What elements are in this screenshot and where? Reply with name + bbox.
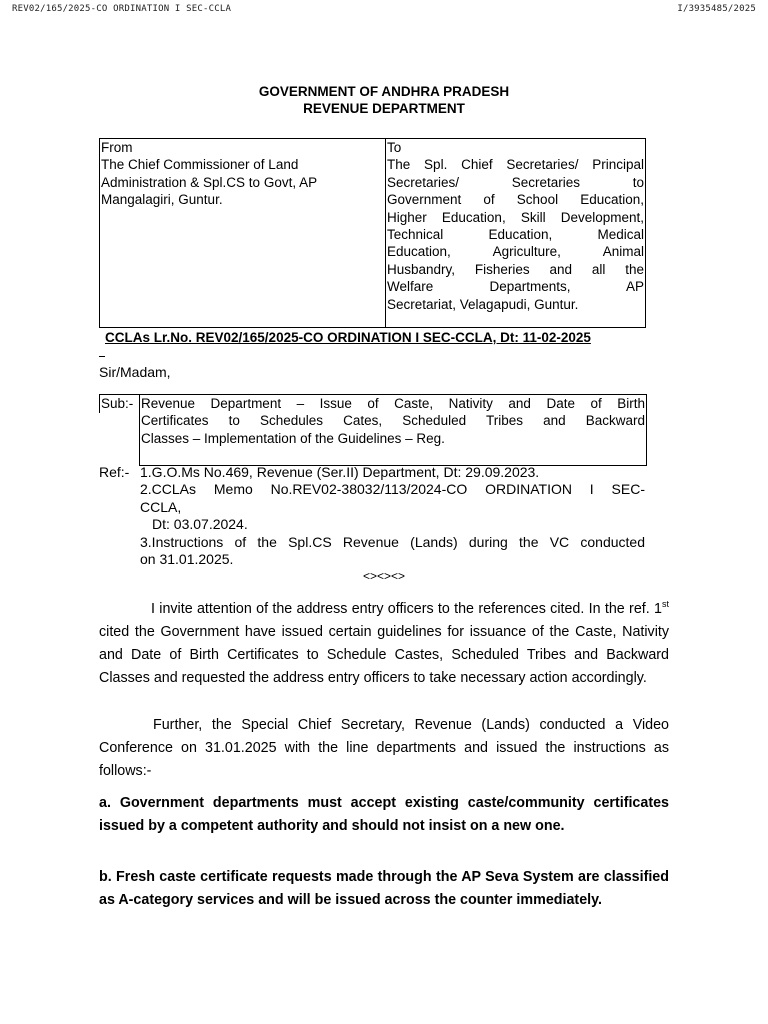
reference-item-1: 1.G.O.Ms No.469, Revenue (Ser.II) Department, Dt: 29.09.2023. [140,464,540,480]
subject-box [99,394,646,466]
paragraph-text: Further, the Special Chief Secretary, Revenue (Lands) conducted a Video Conference on 31.01.2025 with the line departments and issued the instructions as follows:- [99,717,669,779]
section-separator: <><><> [362,569,406,583]
reference-item-2-date: Dt: 03.07.2024. [152,516,248,533]
instruction-item-a: a. Government departments must accept existing caste/community certificates issued by a competent authority and should not insist on a new one. [99,795,669,834]
from-cell [100,139,386,328]
to-line: Higher Education, Skill Development, [387,209,644,225]
to-label: To [387,140,402,155]
to-line: Technical Education, Medical [387,227,644,243]
header-file-number: REV02/165/2025-CO ORDINATION I SEC-CCLA [12,4,232,14]
header-receipt-number: I/3935485/2025 [677,4,756,14]
salutation: Sir/Madam, [99,364,171,380]
to-line: Welfare Departments, AP [387,279,644,295]
reference-item-3: 3.Instructions of the Spl.CS Revenue (Lands) during the VC conducted [140,533,645,550]
from-line: The Chief Commissioner of Land [101,157,299,173]
from-label: From [101,140,133,155]
from-line: Mangalagiri, Guntur. [101,192,223,208]
subject-label: Sub:- [101,396,134,411]
body-paragraph-2 [99,714,669,783]
reference-item-2-continued: CCLA, [140,498,182,515]
instruction-item-b: b. Fresh caste certificate requests made through the AP Seva System are classified as A-category services and will be issued across the counter immediately. [99,869,669,908]
divider [99,356,105,357]
to-line: The Spl. Chief Secretaries/ Principal [387,157,644,173]
body-paragraph-1 [99,593,669,690]
paragraph-text: cited the Government have issued certain guidelines for issuance of the Caste, Nativity and Date of Birth Certificates to Schedule Castes, Scheduled Tribes and Backward Classes and requested the address entry officers to take necessary action accordingly. [99,623,669,686]
document-title-department: REVENUE DEPARTMENT [303,101,465,116]
subject-line: Revenue Department – Issue of Caste, Nativity and Date of Birth [141,396,645,411]
to-line: Secretariat, Velagapudi, Guntur. [387,296,579,312]
from-line: Administration & Spl.CS to Govt, AP [101,174,318,190]
to-line: Husbandry, Fisheries and all the [387,261,644,277]
to-cell [386,139,646,328]
ordinal-suffix: st [661,599,669,609]
letter-reference-number: CCLAs Lr.No. REV02/165/2025-CO ORDINATION I SEC-CCLA, Dt: 11-02-2025 [105,330,591,345]
subject-line: Certificates to Schedules Cates, Scheduled Tribes and Backward [141,413,645,429]
document-title-government: GOVERNMENT OF ANDHRA PRADESH [258,84,510,99]
to-line: Education, Agriculture, Animal [387,244,644,260]
references-label: Ref:- [99,464,130,480]
subject-text [139,394,647,466]
subject-label-cell [99,394,140,413]
reference-item-2: 2.CCLAs Memo No.REV02-38032/113/2024-CO ORDINATION I SEC- [140,481,645,498]
address-table [99,138,646,328]
paragraph-text: I invite attention of the address entry officers to the references cited. In the ref. 1 [151,600,662,617]
to-line: Secretaries/ Secretaries to [387,174,644,190]
to-line: Government of School Education, [387,192,644,208]
reference-item-3-continued: on 31.01.2025. [140,551,234,567]
subject-line: Classes – Implementation of the Guidelines – Reg. [141,430,445,446]
